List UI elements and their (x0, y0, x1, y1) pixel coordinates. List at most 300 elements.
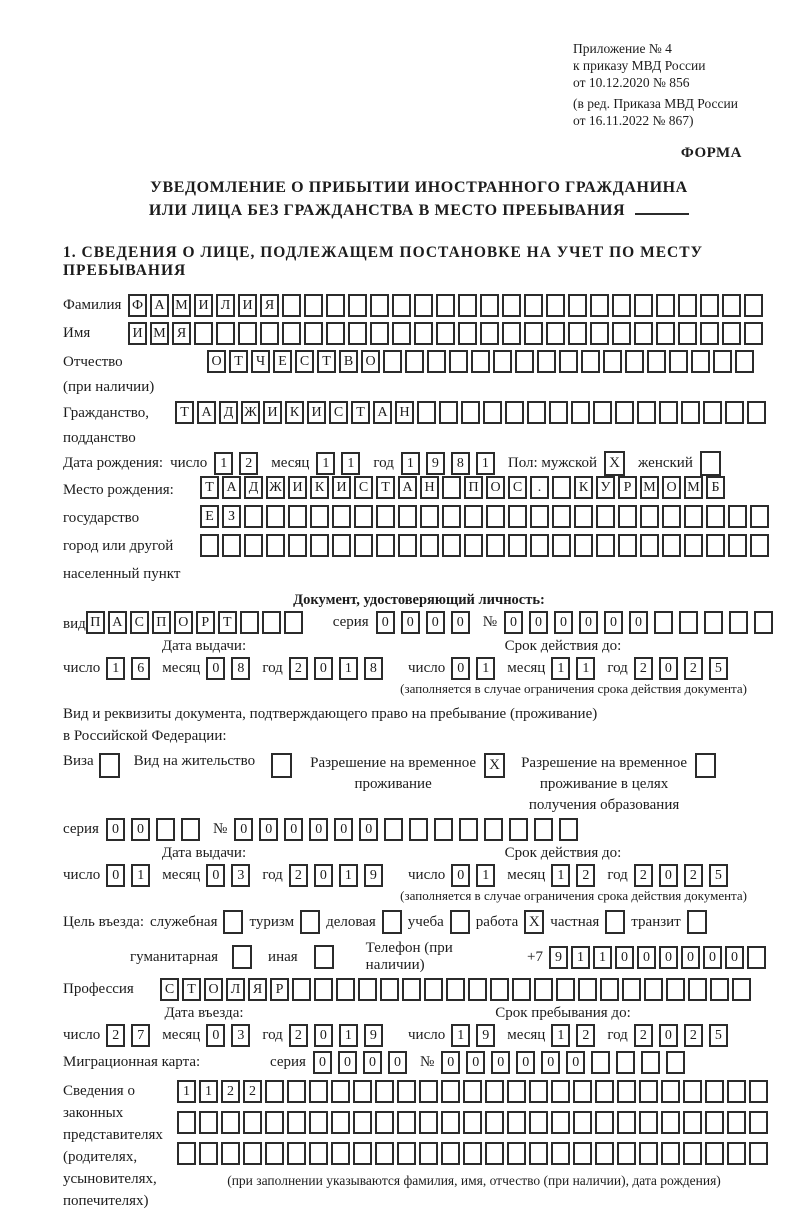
char-box (546, 294, 565, 317)
identity-doc-date-headers (63, 638, 775, 655)
entry-date-line (63, 1024, 408, 1047)
char-box (634, 294, 653, 317)
char-box: Т (376, 476, 395, 499)
month-label: месяц (162, 660, 201, 676)
char-box (353, 1080, 372, 1103)
char-box (446, 978, 465, 1001)
char-box: 0 (314, 1024, 333, 1047)
char-box (288, 505, 307, 528)
day-label: число (63, 660, 101, 676)
char-box: 1 (476, 864, 495, 887)
char-box: Р (196, 611, 215, 634)
char-box (392, 322, 411, 345)
char-box (417, 401, 436, 424)
char-box: М (150, 322, 169, 345)
char-box: Т (218, 611, 237, 634)
purpose-humanitarian-label: гуманитарная (130, 948, 219, 965)
char-box (603, 350, 622, 373)
char-box (486, 534, 505, 557)
char-box (661, 1111, 680, 1134)
char-box (641, 1051, 660, 1074)
temp-residence-label (310, 753, 476, 795)
char-box: 2 (576, 1024, 595, 1047)
char-box: В (339, 350, 358, 373)
reps-row1 (177, 1080, 771, 1103)
char-box: 2 (243, 1080, 262, 1103)
temp-residence-label-line2: проживание (354, 776, 432, 792)
issue-date-header: Дата выдачи: (161, 638, 247, 654)
char-box (640, 505, 659, 528)
char-box (376, 534, 395, 557)
char-box (551, 1080, 570, 1103)
birth-place-row2 (200, 505, 772, 528)
char-box (725, 401, 744, 424)
purpose-tourism-label: туризм (249, 913, 295, 930)
stay-month-boxes (551, 1024, 601, 1047)
purpose-other-checkbox (314, 945, 334, 969)
res-issue-date-header: Дата выдачи: (161, 845, 247, 861)
char-box (463, 1111, 482, 1134)
year-label: год (262, 1027, 283, 1043)
char-box (458, 294, 477, 317)
char-box: 0 (206, 657, 225, 680)
char-box (530, 505, 549, 528)
day-label: число (408, 867, 446, 883)
char-box (617, 1111, 636, 1134)
stay-until-line (408, 1024, 740, 1047)
char-box: Ф (128, 294, 147, 317)
char-box (439, 401, 458, 424)
char-box (691, 350, 710, 373)
char-box (244, 505, 263, 528)
char-box: О (174, 611, 193, 634)
residence-intro-line2: в Российской Федерации: (63, 728, 227, 744)
char-box: Б (706, 476, 725, 499)
char-box (656, 294, 675, 317)
char-box (662, 505, 681, 528)
char-box (639, 1080, 658, 1103)
char-box: 9 (364, 864, 383, 887)
char-box (200, 534, 219, 557)
char-box (524, 322, 543, 345)
char-box (483, 401, 502, 424)
entry-dates (63, 1005, 775, 1047)
char-box (647, 350, 666, 373)
char-box: 2 (634, 657, 653, 680)
purpose-transit-label: транзит (631, 913, 681, 930)
char-box (177, 1142, 196, 1165)
purpose-study-checkbox (450, 910, 470, 934)
char-box (240, 611, 259, 634)
patronymic-label (63, 350, 207, 400)
purpose-private-label: частная (550, 913, 600, 930)
char-box: 0 (659, 657, 678, 680)
temp-residence-option (310, 753, 505, 795)
char-box: . (530, 476, 549, 499)
ref-line: (в ред. Приказа МВД России (573, 96, 738, 111)
char-box (414, 322, 433, 345)
char-box: 0 (363, 1051, 382, 1074)
char-box: 1 (571, 946, 590, 969)
char-box: 2 (289, 657, 308, 680)
char-box (464, 505, 483, 528)
char-box: 1 (551, 1024, 570, 1047)
char-box (442, 476, 461, 499)
char-box: О (662, 476, 681, 499)
char-box (529, 1080, 548, 1103)
char-box: 0 (725, 946, 744, 969)
char-box (595, 1142, 614, 1165)
char-box: 1 (131, 864, 150, 887)
profession-label: Профессия (63, 981, 134, 997)
char-box (679, 611, 698, 634)
char-box: 1 (451, 1024, 470, 1047)
char-box (427, 350, 446, 373)
res-expiry-day-boxes (451, 864, 501, 887)
char-box (573, 1142, 592, 1165)
purpose-humanitarian-checkbox (232, 945, 252, 969)
char-box (238, 322, 257, 345)
char-box (509, 818, 528, 841)
char-box (637, 401, 656, 424)
entry-date-lines (63, 1024, 775, 1047)
doc-series-label: серия (332, 614, 369, 630)
char-box: У (596, 476, 615, 499)
char-box (571, 401, 590, 424)
char-box: 0 (466, 1051, 485, 1074)
char-box: И (288, 476, 307, 499)
res-expiry-month-boxes (551, 864, 601, 887)
char-box (181, 818, 200, 841)
char-box (480, 322, 499, 345)
char-box (705, 1142, 724, 1165)
char-box: 0 (206, 1024, 225, 1047)
birth-place-label-line4: населенный пункт (63, 566, 181, 582)
char-box (744, 322, 763, 345)
char-box: 1 (177, 1080, 196, 1103)
char-box: О (361, 350, 380, 373)
char-box (625, 350, 644, 373)
month-label: месяц (507, 1027, 546, 1043)
char-box (414, 294, 433, 317)
char-box (683, 1142, 702, 1165)
char-box (727, 1080, 746, 1103)
char-box: 0 (106, 818, 125, 841)
char-box (384, 818, 403, 841)
char-box: Л (216, 294, 235, 317)
purpose-work-label: работа (475, 913, 519, 930)
char-box (262, 611, 281, 634)
form-title-line1: УВЕДОМЛЕНИЕ О ПРИБЫТИИ ИНОСТРАННОГО ГРАЖДАНИНА (150, 179, 688, 196)
char-box (735, 350, 754, 373)
char-box (616, 1051, 635, 1074)
char-box (287, 1111, 306, 1134)
residence-doc-intro (63, 703, 775, 747)
char-box: Д (219, 401, 238, 424)
char-box (194, 322, 213, 345)
char-box (529, 1111, 548, 1134)
char-box (700, 294, 719, 317)
char-box: 0 (491, 1051, 510, 1074)
char-box (436, 294, 455, 317)
stay-day-boxes (451, 1024, 501, 1047)
reps-row2 (177, 1111, 771, 1134)
char-box (331, 1111, 350, 1134)
char-box (459, 818, 478, 841)
form-title (63, 176, 775, 222)
char-box (661, 1142, 680, 1165)
citizenship-label-line2: подданство (63, 430, 136, 446)
profession-boxes (160, 978, 754, 1001)
birth-place-row3 (200, 534, 772, 557)
char-box (596, 534, 615, 557)
char-box: Н (395, 401, 414, 424)
month-label: месяц (271, 455, 310, 471)
char-box (552, 505, 571, 528)
char-box (666, 1051, 685, 1074)
mig-number-boxes (441, 1051, 691, 1074)
char-box (354, 534, 373, 557)
char-box (556, 978, 575, 1001)
char-box: 8 (231, 657, 250, 680)
char-box (282, 294, 301, 317)
representatives-note: (при заполнении указываются фамилия, имя, отчество (при наличии), дата рождения) (227, 1173, 721, 1188)
char-box: 1 (576, 657, 595, 680)
month-label: месяц (162, 867, 201, 883)
char-box: Т (229, 350, 248, 373)
char-box (595, 1111, 614, 1134)
char-box: 0 (629, 611, 648, 634)
char-box (222, 534, 241, 557)
entry-day-boxes (106, 1024, 156, 1047)
char-box (683, 1080, 702, 1103)
char-box: 0 (106, 864, 125, 887)
phone-boxes (549, 946, 769, 969)
birth-place-row1 (200, 476, 772, 499)
char-box (722, 322, 741, 345)
purpose-other-label: иная (268, 948, 298, 965)
char-box (596, 505, 615, 528)
char-box: 0 (388, 1051, 407, 1074)
char-box: 9 (426, 452, 445, 475)
char-box: О (486, 476, 505, 499)
reps-label-line3: представителях (63, 1127, 163, 1143)
char-box (573, 1111, 592, 1134)
char-box: 5 (709, 657, 728, 680)
char-box (705, 1080, 724, 1103)
char-box (402, 978, 421, 1001)
char-box (590, 322, 609, 345)
day-label: число (170, 455, 208, 471)
char-box: К (285, 401, 304, 424)
char-box (336, 978, 355, 1001)
char-box (750, 505, 769, 528)
title-blank-line (635, 203, 689, 215)
char-box: И (332, 476, 351, 499)
patronymic-boxes (207, 350, 757, 373)
citizenship-label-line1: Гражданство, (63, 405, 150, 421)
char-box: Т (317, 350, 336, 373)
char-box: 0 (554, 611, 573, 634)
char-box (644, 978, 663, 1001)
char-box: 9 (364, 1024, 383, 1047)
char-box: 2 (106, 1024, 125, 1047)
char-box: 0 (334, 818, 353, 841)
residence-doc-series-row (63, 818, 775, 841)
res-expiry-date-line (408, 864, 740, 887)
char-box (512, 978, 531, 1001)
char-box: 2 (221, 1080, 240, 1103)
char-box: 0 (681, 946, 700, 969)
edu-residence-checkbox (695, 753, 716, 778)
char-box: Я (260, 294, 279, 317)
char-box: 0 (451, 864, 470, 887)
char-box (678, 294, 697, 317)
char-box: П (86, 611, 105, 634)
char-box: 1 (401, 452, 420, 475)
char-box (332, 534, 351, 557)
identity-doc-date-lines (63, 657, 775, 680)
mig-number-label: № (419, 1054, 435, 1070)
char-box: 1 (551, 864, 570, 887)
char-box: 2 (239, 452, 258, 475)
char-box: 0 (313, 1051, 332, 1074)
char-box (221, 1142, 240, 1165)
form-title-line2-text: ИЛИ ЛИЦА БЕЗ ГРАЖДАНСТВА В МЕСТО ПРЕБЫВАНИЯ (148, 202, 626, 219)
char-box: 1 (339, 1024, 358, 1047)
purpose-work-checkbox: X (524, 910, 544, 934)
char-box: С (295, 350, 314, 373)
char-box: 1 (214, 452, 233, 475)
purpose-row-1 (63, 910, 775, 934)
char-box (156, 818, 175, 841)
year-label: год (262, 867, 283, 883)
char-box (640, 534, 659, 557)
char-box (493, 350, 512, 373)
char-box: 0 (566, 1051, 585, 1074)
entry-date-headers (63, 1005, 775, 1022)
char-box (304, 294, 323, 317)
char-box (463, 1080, 482, 1103)
expiry-date-header: Срок действия до: (504, 638, 622, 654)
year-label: год (607, 867, 628, 883)
char-box (507, 1080, 526, 1103)
char-box (617, 1142, 636, 1165)
char-box (559, 350, 578, 373)
char-box (754, 611, 773, 634)
char-box (383, 350, 402, 373)
char-box (370, 294, 389, 317)
char-box: 2 (576, 864, 595, 887)
char-box (397, 1111, 416, 1134)
char-box (728, 505, 747, 528)
char-box (485, 1080, 504, 1103)
purpose-commercial-label: деловая (326, 913, 376, 930)
purpose-row-2 (130, 940, 775, 974)
month-label: месяц (162, 1027, 201, 1043)
identity-doc-row (63, 611, 775, 634)
char-box (199, 1111, 218, 1134)
char-box: 8 (451, 452, 470, 475)
entry-month-boxes (206, 1024, 256, 1047)
char-box (265, 1080, 284, 1103)
issue-day-boxes (106, 657, 156, 680)
citizenship-label (63, 401, 175, 451)
char-box (292, 978, 311, 1001)
char-box: А (222, 476, 241, 499)
char-box (593, 401, 612, 424)
char-box (490, 978, 509, 1001)
char-box (527, 401, 546, 424)
char-box (546, 322, 565, 345)
char-box: 2 (634, 1024, 653, 1047)
representatives-block (63, 1080, 775, 1212)
char-box (551, 1111, 570, 1134)
res-expiry-note: (заполняется в случае ограничения срока действия документа) (400, 888, 747, 903)
char-box (358, 978, 377, 1001)
char-box (502, 294, 521, 317)
char-box (310, 505, 329, 528)
res-expiry-year-boxes (634, 864, 734, 887)
char-box (600, 978, 619, 1001)
reference-block (573, 40, 765, 129)
visa-checkbox (99, 753, 120, 778)
year-label: год (373, 455, 394, 471)
char-box: 6 (131, 657, 150, 680)
char-box (639, 1142, 658, 1165)
char-box (537, 350, 556, 373)
char-box: 0 (659, 1024, 678, 1047)
char-box (287, 1080, 306, 1103)
purpose-private-checkbox (605, 910, 625, 934)
representatives-box-rows (177, 1080, 771, 1189)
char-box: 0 (426, 611, 445, 634)
char-box (568, 322, 587, 345)
stay-until-header: Срок пребывания до: (495, 1005, 631, 1021)
doc-type-label: вид (63, 615, 86, 632)
char-box: Н (420, 476, 439, 499)
char-box (508, 505, 527, 528)
char-box (747, 401, 766, 424)
patronymic-label-line1: Отчество (63, 354, 123, 370)
char-box (750, 534, 769, 557)
char-box: 0 (359, 818, 378, 841)
char-box (348, 294, 367, 317)
char-box: 2 (289, 864, 308, 887)
char-box (618, 534, 637, 557)
char-box: К (310, 476, 329, 499)
purpose-tourism-checkbox (300, 910, 320, 934)
mig-series-label: серия (270, 1054, 306, 1070)
char-box (622, 978, 641, 1001)
char-box: И (238, 294, 257, 317)
birth-place-label-line2: государство (63, 510, 140, 526)
char-box: 0 (529, 611, 548, 634)
char-box: 0 (579, 611, 598, 634)
char-box: 0 (604, 611, 623, 634)
expiry-month-boxes (551, 657, 601, 680)
year-label: год (262, 660, 283, 676)
char-box (370, 322, 389, 345)
day-label: число (408, 1027, 446, 1043)
char-box: 1 (593, 946, 612, 969)
char-box (265, 1111, 284, 1134)
char-box (380, 978, 399, 1001)
char-box: 0 (314, 864, 333, 887)
char-box (309, 1142, 328, 1165)
char-box: О (207, 350, 226, 373)
char-box (502, 322, 521, 345)
